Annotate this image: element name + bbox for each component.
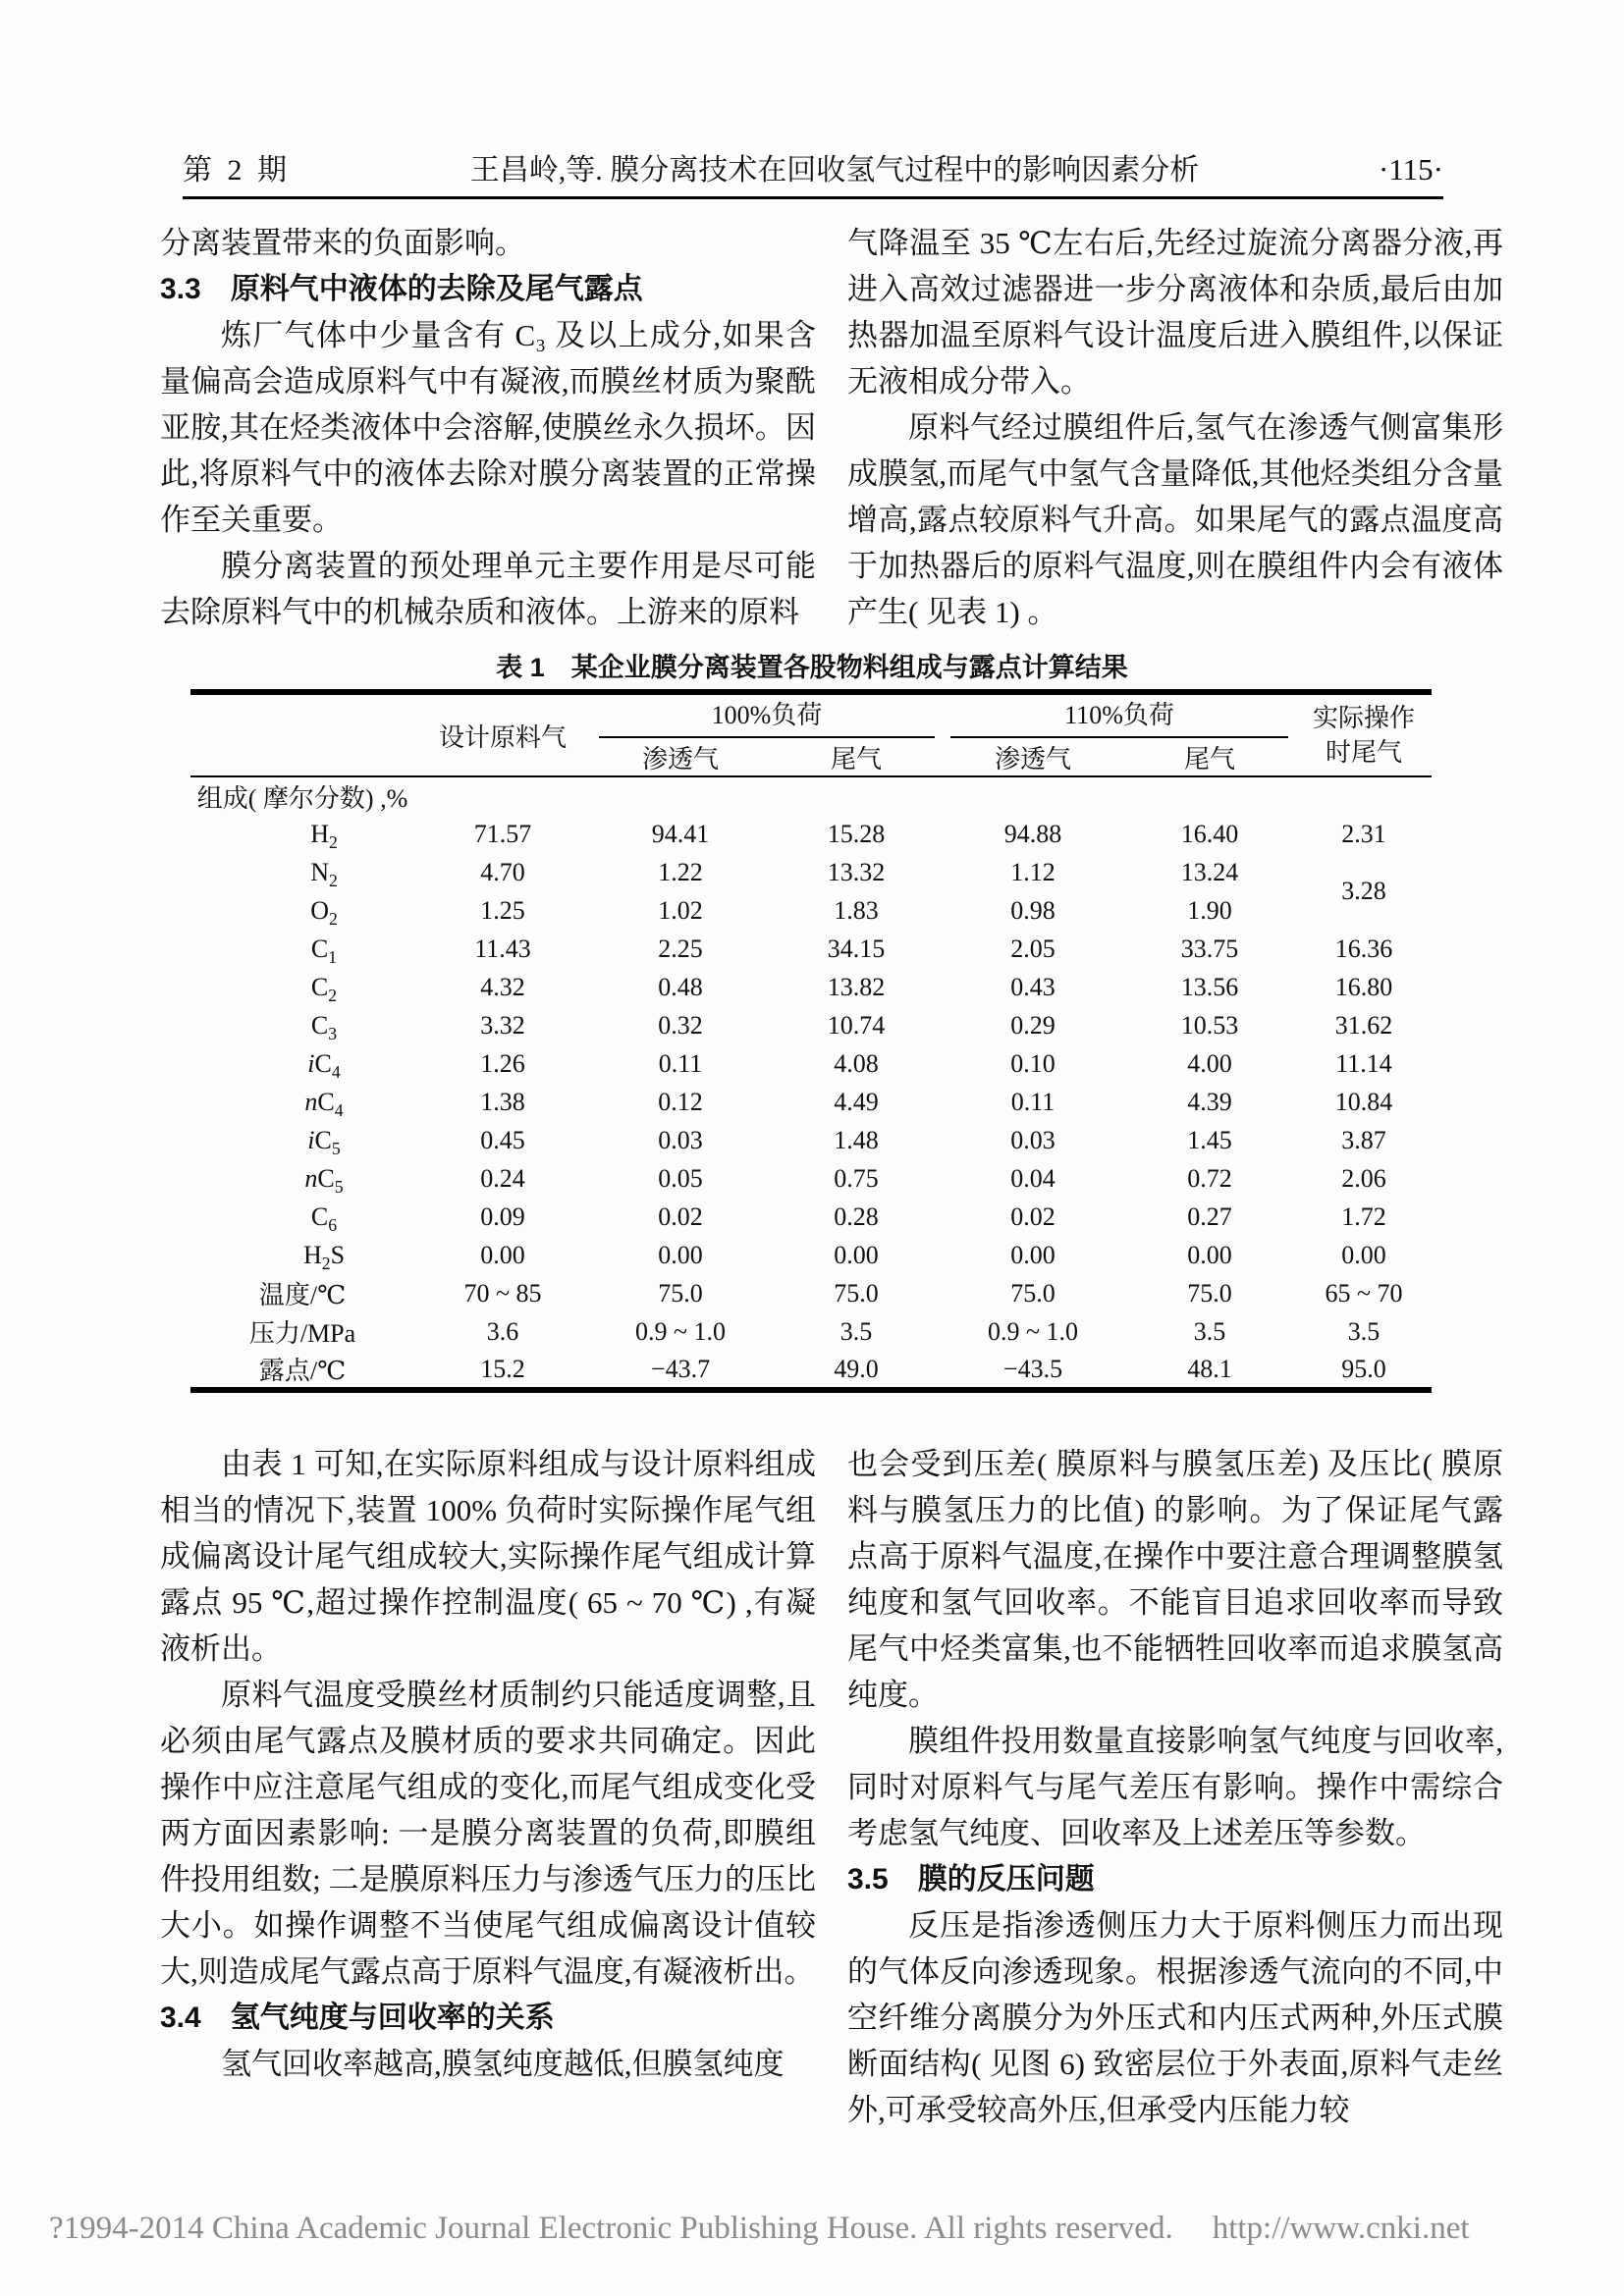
row-label: 组成( 摩尔分数) ,% — [196, 783, 408, 813]
table-cell: 2.31 — [1341, 819, 1386, 848]
section-heading — [847, 1856, 1503, 1902]
column-left-top — [160, 220, 816, 635]
table-row — [190, 776, 1432, 815]
section-heading-text: 氢气纯度与回收率的关系 — [230, 2002, 555, 2034]
table-cell: 3.6 — [486, 1316, 519, 1346]
table-cell: 3.5 — [1193, 1316, 1226, 1346]
table-cell: 0.24 — [480, 1163, 525, 1193]
column-right-bottom — [847, 1441, 1503, 2133]
table-row — [190, 853, 1432, 891]
table-cell: 0.32 — [658, 1010, 703, 1040]
paragraph: 也会受到压差( 膜原料与膜氢压差) 及压比( 膜原料与膜氢压力的比值) 的影响。为了保证尾气露点高于原料气温度,在操作中要注意合理调整膜氢纯度和氢气回收率。不能盲目追求回收率而导致尾气中烃类富集,也不能牺牲回收率而追求膜氢高纯度。 — [847, 1447, 1503, 1712]
table-cell: 0.9 ~ 1.0 — [987, 1316, 1079, 1346]
table-cell: 1.38 — [480, 1087, 525, 1116]
table-cell: 16.80 — [1334, 972, 1393, 1001]
table-cell: 3.28 — [1341, 877, 1386, 905]
paragraph: 原料气温度受膜丝材质制约只能适度调整,且必须由尾气露点及膜材质的要求共同确定。因此操作中应注意尾气组成的变化,而尾气组成变化受两方面因素影响: 一是膜分离装置的负荷,即膜组件投用组数; 二是膜原料压力与渗透气压力的压比大小。如操作调整不当使尾气组成偏离设计值较大,则造成尾气露点高于原料气温度,有凝液析出。 — [160, 1678, 816, 1989]
row-label: $nC_4$ — [304, 1087, 344, 1120]
col-group-100-load-label: 100%负荷 — [599, 695, 935, 738]
table-cell: 0.00 — [480, 1240, 525, 1269]
row-label: $iC_4$ — [307, 1048, 341, 1082]
table-cell: 95.0 — [1341, 1354, 1386, 1383]
table-cell: 2.05 — [1010, 934, 1056, 963]
table-cell: 70 ~ 85 — [463, 1278, 542, 1308]
table-cell: 0.00 — [834, 1240, 879, 1269]
table-cell: 3.87 — [1341, 1125, 1386, 1154]
table-cell: 94.88 — [1003, 819, 1062, 848]
col-header-tail-110: 尾气 — [1184, 744, 1236, 774]
table-cell: 75.0 — [1187, 1278, 1232, 1308]
table-cell: 0.03 — [658, 1125, 703, 1154]
col-header-actual-tailgas — [1296, 692, 1432, 776]
table-cell: 1.22 — [658, 857, 703, 886]
table-row — [190, 815, 1432, 853]
header-rule — [183, 196, 1443, 199]
page-number: ·115· — [1379, 152, 1443, 187]
section-number: 3.4 — [160, 2002, 201, 2034]
col-header-permeate-110: 渗透气 — [995, 744, 1072, 774]
table-cell: 0.00 — [1187, 1240, 1232, 1269]
empty-corner-cell — [190, 692, 414, 776]
table-row — [190, 891, 1432, 930]
row-label: 温度/℃ — [258, 1281, 347, 1309]
table-cell — [943, 776, 1123, 815]
table-cell: 15.2 — [480, 1354, 525, 1383]
row-label: $H_2$ — [310, 819, 338, 852]
issue-label: 第 2 期 — [183, 154, 291, 187]
table-cell: 4.70 — [480, 857, 525, 886]
table-cell: 0.00 — [658, 1240, 703, 1269]
column-left-bottom — [160, 1441, 816, 2133]
table-cell: 1.45 — [1187, 1125, 1232, 1154]
table-cell: 10.53 — [1180, 1010, 1239, 1040]
table-row — [190, 1351, 1432, 1390]
table-cell: 0.29 — [1010, 1010, 1056, 1040]
table-cell: 94.41 — [651, 819, 710, 848]
row-label: $C_3$ — [310, 1010, 338, 1043]
table-cell: 11.43 — [474, 934, 531, 963]
section-heading — [160, 266, 816, 312]
table-cell: 10.74 — [827, 1010, 886, 1040]
table-cell — [591, 776, 770, 815]
actual-tailgas-line1: 实际操作 — [1313, 704, 1416, 732]
column-right-top — [847, 220, 1503, 635]
table-cell — [1123, 776, 1296, 815]
table-cell: 75.0 — [1010, 1278, 1056, 1308]
row-label: $C_2$ — [310, 972, 338, 1005]
table-caption: 表 1 某企业膜分离装置各股物料组成与露点计算结果 — [496, 653, 1128, 682]
table-cell: 4.32 — [480, 972, 525, 1001]
running-head — [183, 145, 1443, 188]
table-cell: 4.08 — [834, 1048, 879, 1078]
row-label: $N_2$ — [310, 857, 338, 890]
table-header — [190, 692, 1432, 776]
table-cell: 16.36 — [1334, 934, 1393, 963]
table-cell: 15.28 — [827, 819, 886, 848]
table-cell: 0.10 — [1010, 1048, 1056, 1078]
table-cell: −43.5 — [1002, 1354, 1063, 1383]
table-cell: 75.0 — [658, 1278, 703, 1308]
table-cell: 71.57 — [473, 819, 532, 848]
table-cell: 3.5 — [839, 1316, 873, 1346]
table-cell: 0.48 — [658, 972, 703, 1001]
actual-tailgas-line2: 时尾气 — [1326, 738, 1403, 767]
table-cell: 13.82 — [827, 972, 886, 1001]
table-cell: 2.06 — [1341, 1163, 1386, 1193]
paragraph: 由表 1 可知,在实际原料组成与设计原料组成相当的情况下,装置 100% 负荷时实际操作尾气组成偏离设计尾气组成较大,实际操作尾气组成计算露点 95 ℃,超过操作控制温度( 65 ~ 70 ℃) ,有凝液析出。 — [160, 1447, 816, 1666]
col-header-tail-100: 尾气 — [831, 744, 883, 774]
section-heading — [160, 1995, 816, 2041]
row-label: $C_6$ — [310, 1201, 338, 1235]
row-label: $H_2S$ — [302, 1240, 346, 1273]
table-cell: 10.84 — [1334, 1087, 1393, 1116]
cnki-footer — [49, 2211, 1470, 2247]
table-cell: 34.15 — [827, 934, 886, 963]
table-cell: 1.48 — [834, 1125, 879, 1154]
table-cell: 0.03 — [1010, 1125, 1056, 1154]
row-label: $O_2$ — [310, 895, 338, 929]
table-cell: 2.25 — [658, 934, 703, 963]
section-number: 3.5 — [847, 1863, 889, 1896]
table-header-row-1 — [190, 692, 1432, 738]
upper-text-block — [160, 220, 1503, 635]
table-cell: 1.72 — [1341, 1201, 1386, 1231]
paragraph: 原料气经过膜组件后,氢气在渗透气侧富集形成膜氢,而尾气中氢气含量降低,其他烃类组分含量增高,露点较原料气升高。如果尾气的露点温度高于加热器后的原料气温度,则在膜组件内会有液体产生( 见表 1) 。 — [847, 410, 1503, 629]
section-heading-text: 膜的反压问题 — [917, 1863, 1095, 1896]
paragraph: 膜分离装置的预处理单元主要作用是尽可能去除原料气中的机械杂质和液体。上游来的原料 — [160, 549, 816, 629]
table-cell: 0.11 — [1010, 1087, 1056, 1116]
running-title: 王昌岭,等. 膜分离技术在回收氢气过程中的影响因素分析 — [469, 154, 1200, 187]
table-cell: 0.02 — [658, 1201, 703, 1231]
table-row — [190, 1312, 1432, 1351]
table-cell: 13.32 — [827, 857, 886, 886]
row-label: 露点/℃ — [258, 1357, 347, 1385]
col-header-permeate-100: 渗透气 — [641, 744, 719, 774]
table-cell: 0.04 — [1010, 1163, 1056, 1193]
table-cell: 1.25 — [480, 895, 525, 925]
table-cell: 16.40 — [1180, 819, 1239, 848]
table-cell: 13.24 — [1180, 857, 1239, 886]
col-header-design-feed: 设计原料气 — [438, 722, 567, 752]
cnki-url: http://www.cnki.net — [1212, 2211, 1470, 2246]
table-cell: 0.27 — [1187, 1201, 1232, 1231]
row-label: $iC_5$ — [307, 1125, 341, 1158]
lower-text-block — [160, 1441, 1503, 2133]
table-cell — [1296, 776, 1432, 815]
table-cell: 4.00 — [1187, 1048, 1232, 1078]
table-row — [190, 1083, 1432, 1121]
table-cell: 3.5 — [1347, 1316, 1380, 1346]
table-row — [190, 1198, 1432, 1236]
table-row — [190, 1236, 1432, 1274]
table-cell: 4.49 — [834, 1087, 879, 1116]
table-cell: 1.02 — [658, 895, 703, 925]
row-label: $nC_5$ — [304, 1163, 344, 1197]
row-label: $C_1$ — [310, 934, 338, 967]
table-cell: 33.75 — [1180, 934, 1239, 963]
table-cell: 0.98 — [1010, 895, 1056, 925]
table-cell: 0.9 ~ 1.0 — [634, 1316, 727, 1346]
table-cell: 0.09 — [480, 1201, 525, 1231]
table-cell: 0.43 — [1010, 972, 1056, 1001]
table-cell: 13.56 — [1180, 972, 1239, 1001]
table-row — [190, 1006, 1432, 1044]
section-number: 3.3 — [160, 273, 201, 305]
table-cell: 1.83 — [834, 895, 879, 925]
table-cell: 31.62 — [1334, 1010, 1393, 1040]
table-row — [190, 1121, 1432, 1159]
table-cell: 65 ~ 70 — [1325, 1278, 1403, 1308]
copyright-text: ?1994-2014 China Academic Journal Electronic Publishing House. All rights reserved. — [49, 2211, 1173, 2246]
table-cell: 48.1 — [1187, 1354, 1232, 1383]
table-cell: 0.00 — [1010, 1240, 1056, 1269]
col-group-100-load — [591, 692, 943, 738]
table-cell: 0.45 — [480, 1125, 525, 1154]
table-cell: −43.7 — [650, 1354, 711, 1383]
paragraph: 反压是指渗透侧压力大于原料侧压力而出现的气体反向渗透现象。根据渗透气流向的不同,中空纤维分离膜分为外压式和内压式两种,外压式膜断面结构( 见图 6) 致密层位于外表面,原料气走丝外,可承受较高外压,但承受内压能力较 — [847, 1908, 1503, 2127]
table-cell: 4.39 — [1187, 1087, 1232, 1116]
table-cell: 0.72 — [1187, 1163, 1232, 1193]
table-cell — [770, 776, 943, 815]
table-cell: 0.11 — [658, 1048, 703, 1078]
table-cell: 3.32 — [480, 1010, 525, 1040]
col-group-110-load — [943, 692, 1296, 738]
table-body — [190, 776, 1432, 1390]
table-cell: 1.12 — [1010, 857, 1056, 886]
table-cell: 0.02 — [1010, 1201, 1056, 1231]
paragraph: 气降温至 35 ℃左右后,先经过旋流分离器分液,再进入高效过滤器进一步分离液体和杂质,最后由加热器加温至原料气设计温度后进入膜组件,以保证无液相成分带入。 — [847, 226, 1503, 399]
section-heading-text: 原料气中液体的去除及尾气露点 — [230, 273, 643, 305]
table-row — [190, 968, 1432, 1006]
paragraph: 氢气回收率越高,膜氢纯度越低,但膜氢纯度 — [221, 2047, 785, 2081]
table-row — [190, 1044, 1432, 1083]
row-label: 压力/MPa — [248, 1319, 356, 1348]
table-cell: 0.05 — [658, 1163, 703, 1193]
table-cell: 75.0 — [834, 1278, 879, 1308]
table-cell: 0.12 — [658, 1087, 703, 1116]
col-group-110-load-label: 110%负荷 — [950, 695, 1288, 738]
paragraph: 炼厂气体中少量含有 C₃ 及以上成分,如果含量偏高会造成原料气中有凝液,而膜丝材质为聚酰亚胺,其在烃类液体中会溶解,使膜丝永久损坏。因此,将原料气中的液体去除对膜分离装置的正常操作至关重要。 — [160, 318, 816, 537]
table-cell: 1.26 — [480, 1048, 525, 1078]
table-cell: 49.0 — [834, 1354, 879, 1383]
composition-table — [190, 689, 1432, 1393]
table-cell: 0.28 — [834, 1201, 879, 1231]
table-cell: 1.90 — [1187, 895, 1232, 925]
paragraph: 分离装置带来的负面影响。 — [160, 226, 525, 260]
table-row — [190, 1274, 1432, 1312]
table-cell — [414, 776, 591, 815]
table-cell: 0.00 — [1341, 1240, 1386, 1269]
table-row — [190, 1159, 1432, 1198]
table-row — [190, 930, 1432, 968]
table-cell: 0.75 — [834, 1163, 879, 1193]
table-cell: 11.14 — [1335, 1048, 1392, 1078]
paragraph: 膜组件投用数量直接影响氢气纯度与回收率,同时对原料气与尾气差压有影响。操作中需综合考虑氢气纯度、回收率及上述差压等参数。 — [847, 1724, 1503, 1850]
